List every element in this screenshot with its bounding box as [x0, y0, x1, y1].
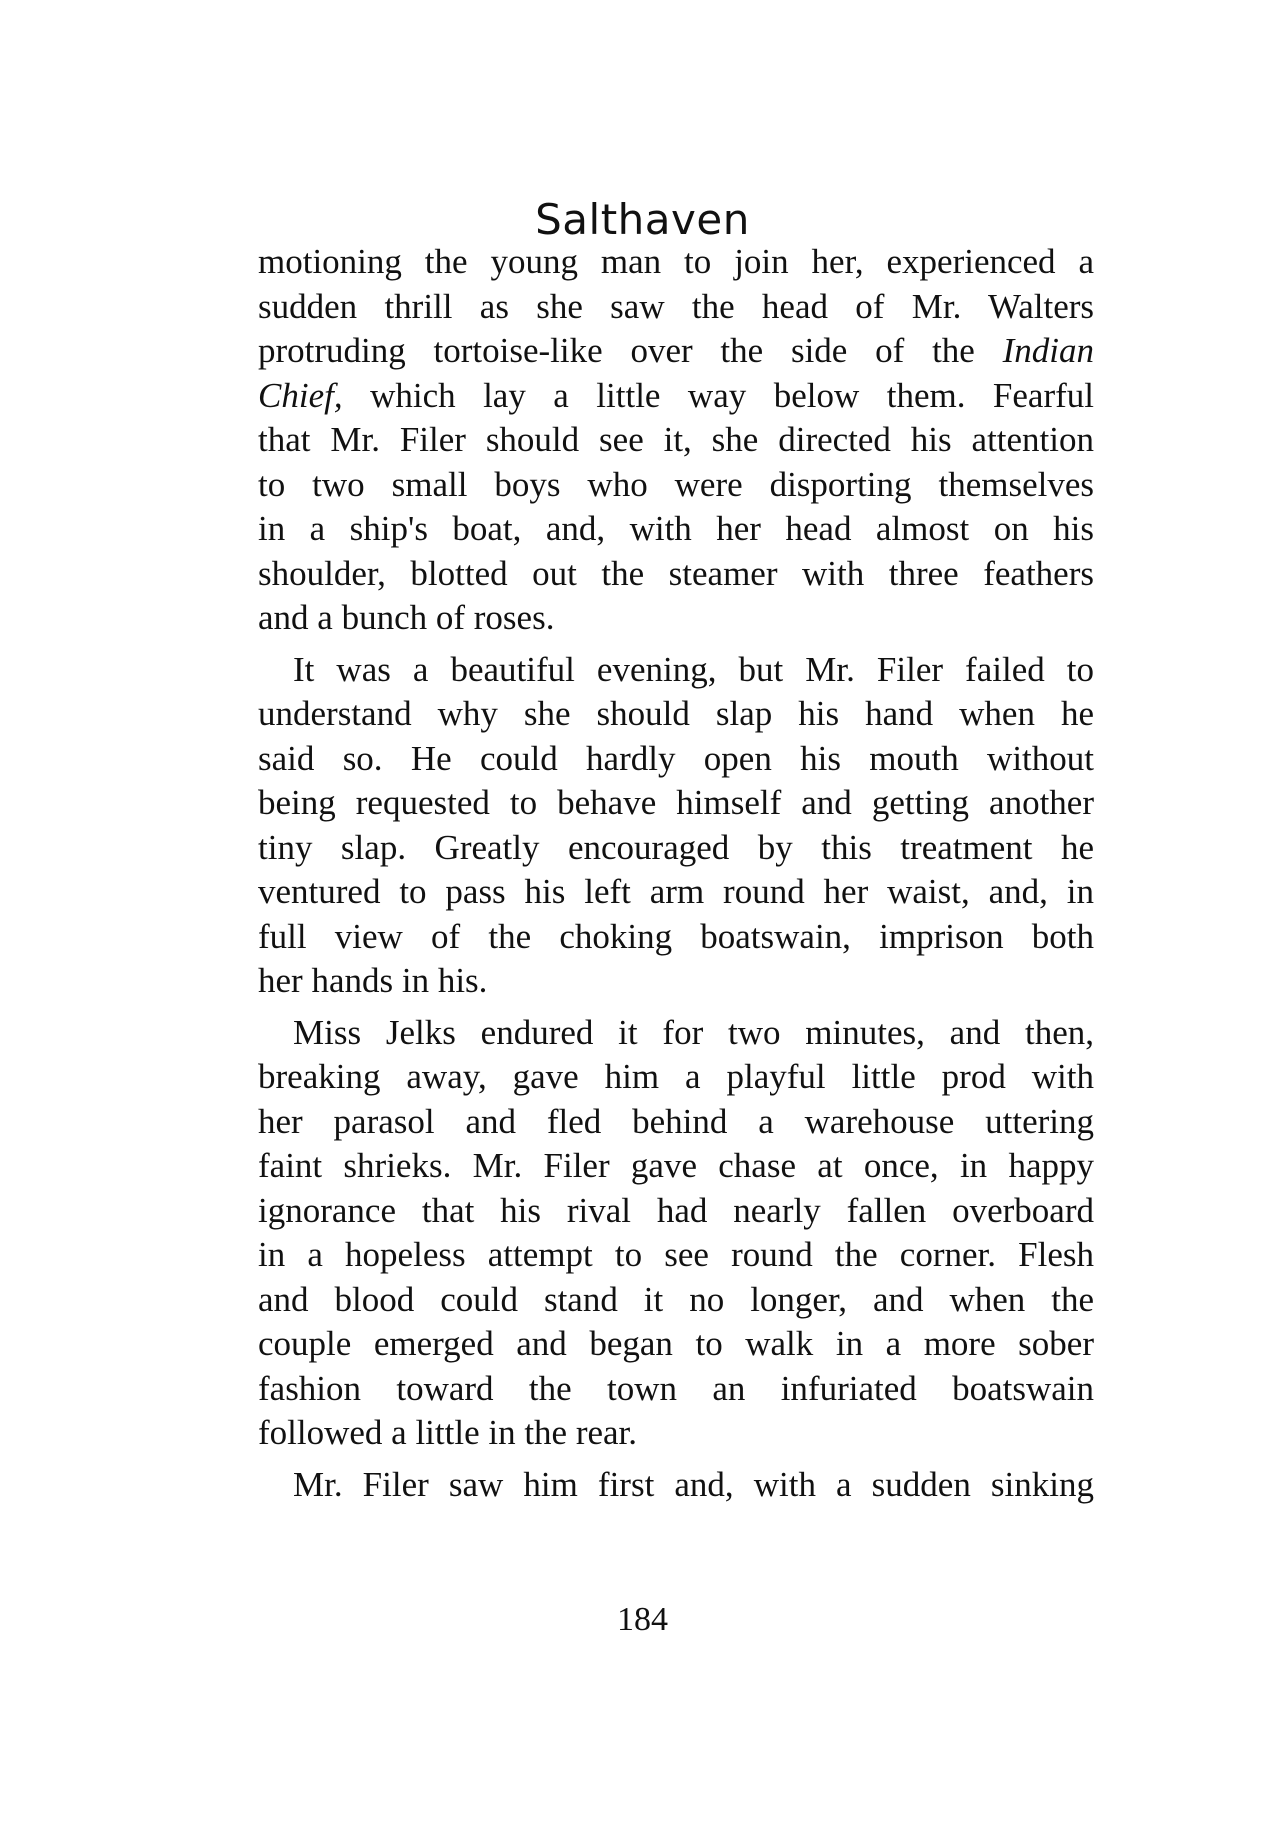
paragraph	[258, 240, 1094, 641]
italic-ship-name: Chief,	[258, 375, 343, 415]
text-line: fashion toward the town an infuriated boatswain	[258, 1368, 1094, 1408]
text-line: Mr. Filer saw him first and, with a sudden sinking	[293, 1464, 1094, 1504]
text-line: her hands in his.	[258, 961, 488, 1000]
page-number: 184	[617, 1601, 668, 1638]
text-line: and blood could stand it no longer, and when the	[258, 1279, 1094, 1319]
italic-ship-name: Indian	[1002, 331, 1095, 370]
text-line: that Mr. Filer should see it, she directed his attention	[258, 420, 1094, 459]
text-line: in a ship's boat, and, with her head almost on his	[258, 509, 1094, 548]
text-line: ventured to pass his left arm round her waist, and, in	[258, 872, 1094, 911]
text-line: her parasol and fled behind a warehouse uttering	[258, 1101, 1094, 1141]
paragraph-gap	[258, 641, 1094, 648]
text-line: shoulder, blotted out the steamer with three feathers	[258, 553, 1094, 593]
text-line: being requested to behave himself and getting another	[258, 783, 1094, 822]
text-line: faint shrieks. Mr. Filer gave chase at once, in happy	[258, 1146, 1094, 1185]
text-line: It was a beautiful evening, but Mr. Filer failed to	[293, 649, 1094, 689]
text-line: to two small boys who were disporting themselves	[258, 464, 1094, 504]
text-line: said so. He could hardly open his mouth without	[258, 738, 1094, 778]
text-line	[258, 374, 1094, 419]
text-span: protruding tortoise-like over the side of the	[258, 331, 975, 370]
text-line: tiny slap. Greatly encouraged by this treatment he	[258, 827, 1094, 867]
text-line: motioning the young man to join her, experienced a	[258, 242, 1094, 281]
text-line: breaking away, gave him a playful little prod with	[258, 1057, 1094, 1096]
text-line: and a bunch of roses.	[258, 598, 555, 637]
text-line: ignorance that his rival had nearly fallen overboard	[258, 1190, 1094, 1230]
paragraph-gap	[258, 1456, 1094, 1463]
paragraph	[258, 1011, 1094, 1456]
paragraph-gap	[258, 1004, 1094, 1011]
text-line: Miss Jelks endured it for two minutes, and then,	[293, 1012, 1094, 1052]
text-line: couple emerged and began to walk in a more sober	[258, 1324, 1094, 1363]
text-line: followed a little in the rear.	[258, 1413, 638, 1452]
running-title: Salthaven	[535, 195, 750, 244]
text-line	[258, 329, 1094, 374]
paragraph	[258, 648, 1094, 1004]
body-text	[258, 240, 1094, 1507]
paragraph	[258, 1463, 1094, 1508]
text-line: in a hopeless attempt to see round the corner. Flesh	[258, 1235, 1094, 1274]
text-line: sudden thrill as she saw the head of Mr. Walters	[258, 286, 1094, 326]
text-line: full view of the choking boatswain, imprison both	[258, 916, 1094, 956]
text-line: understand why she should slap his hand when he	[258, 694, 1094, 733]
text-span: which lay a little way below them. Fearful	[370, 375, 1095, 415]
